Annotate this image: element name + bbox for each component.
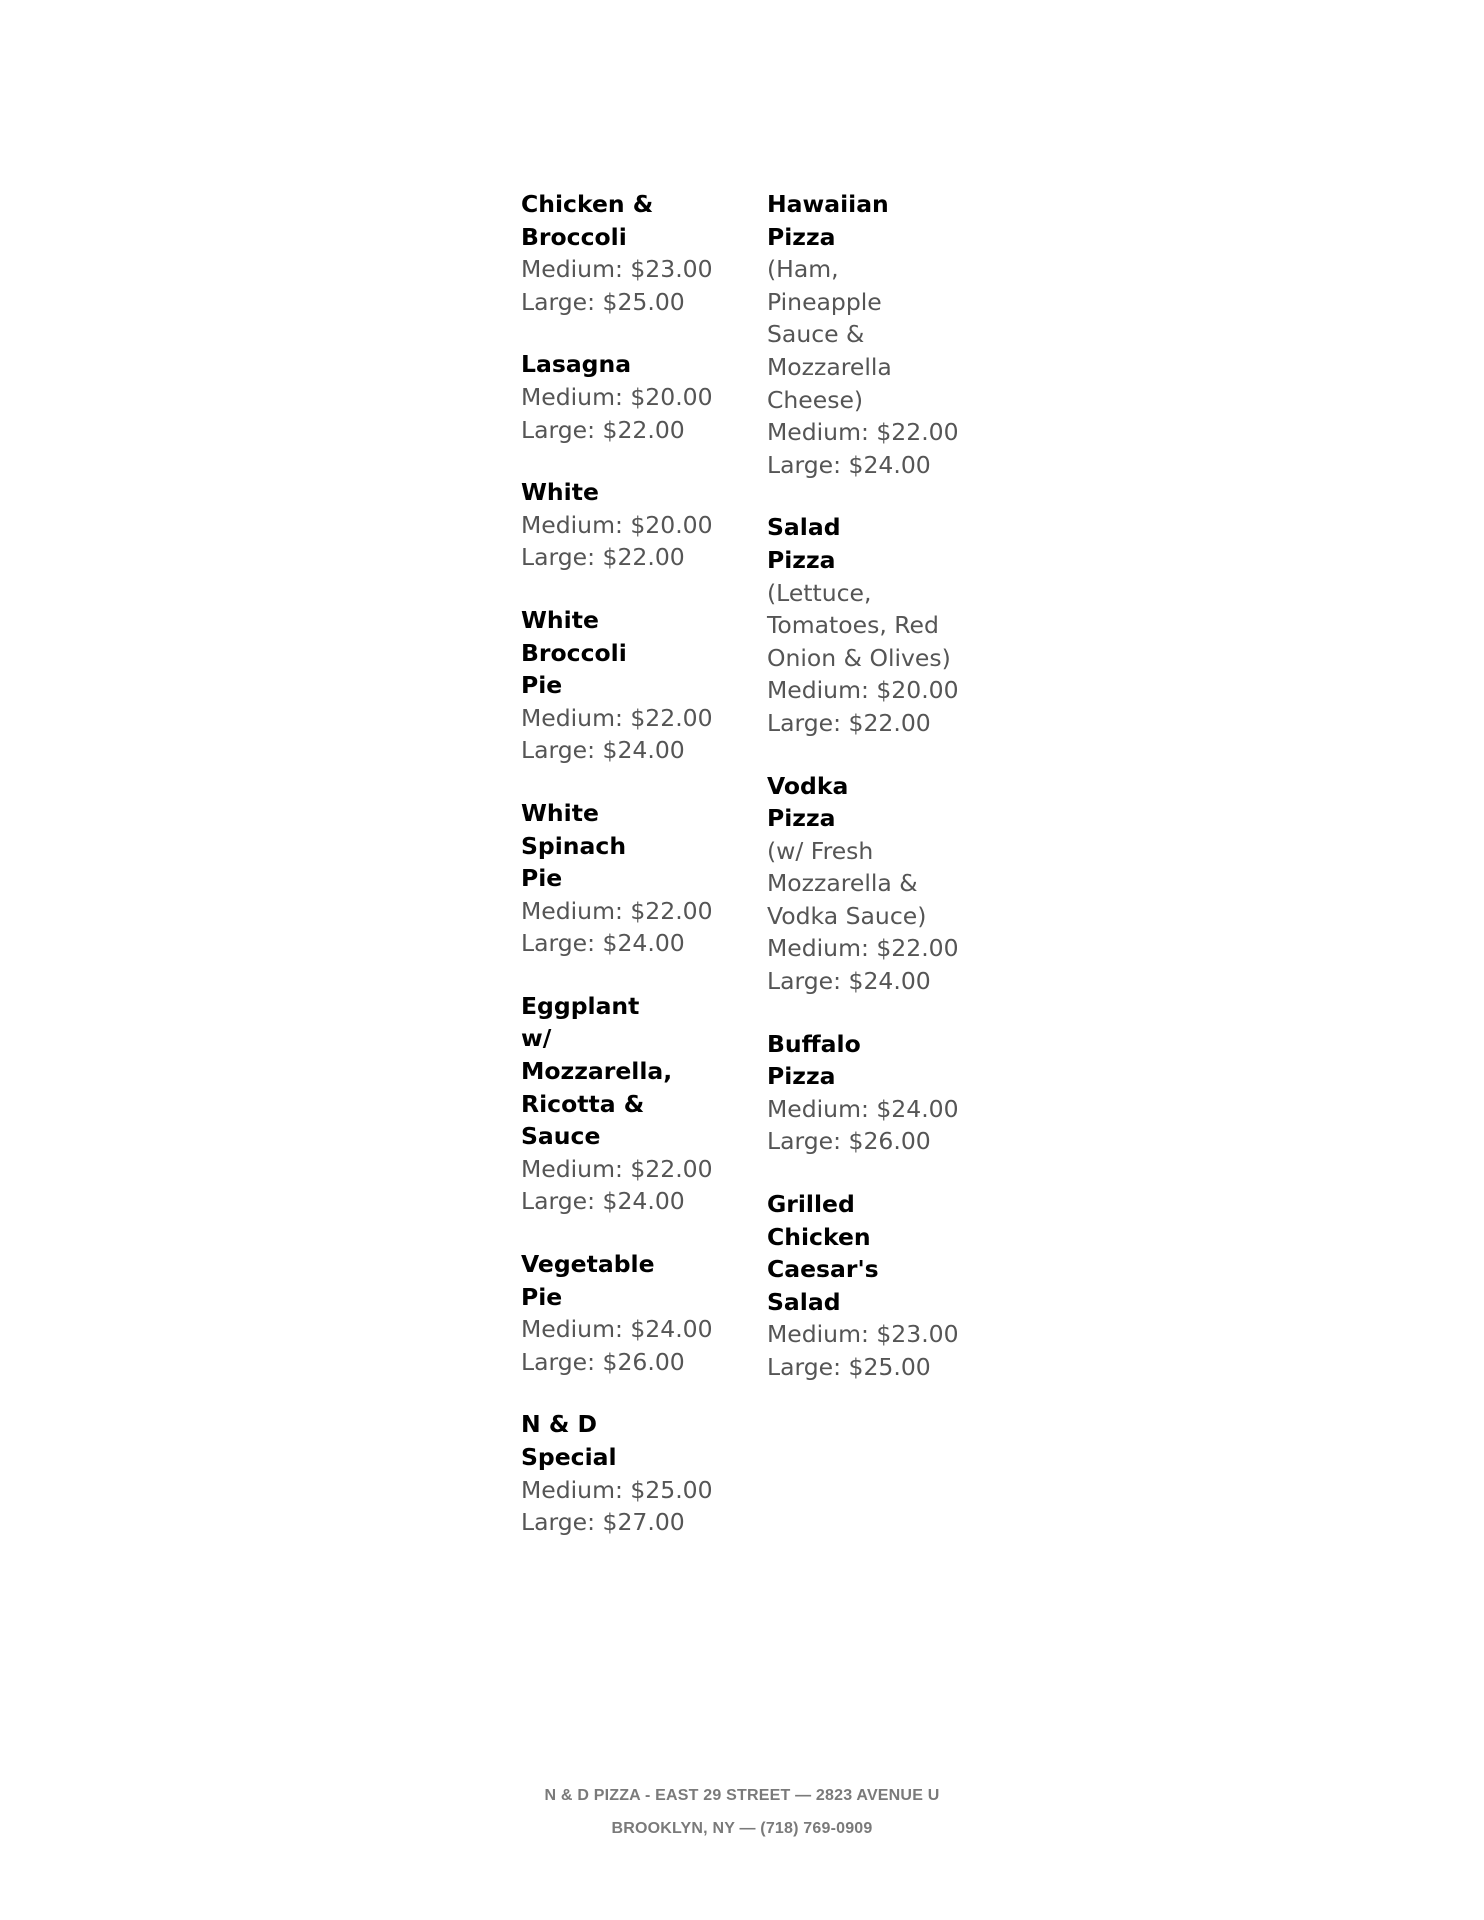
item-name: White Spinach Pie [521, 798, 627, 893]
item-name: Chicken & Broccoli [521, 190, 654, 251]
item-name: Salad Pizza [767, 513, 841, 574]
item-name: White Broccoli Pie [521, 605, 627, 700]
item-price-large: Large: $22.00 [521, 415, 685, 444]
item-price-large: Large: $24.00 [521, 929, 685, 958]
item-price-large: Large: $24.00 [521, 1187, 685, 1216]
item-description: (w/ Fresh Mozzarella & Vodka Sauce) [767, 836, 927, 930]
menu-item-buffalo-pizza [767, 1028, 987, 1158]
menu-item-white-spinach-pie [521, 797, 741, 960]
menu-column-left [521, 188, 741, 1569]
menu-item-vegetable-pie [521, 1248, 741, 1378]
item-price-medium: Medium: $22.00 [521, 703, 713, 732]
menu-item-vodka-pizza [767, 770, 987, 998]
menu-item-white-broccoli-pie [521, 604, 741, 767]
item-price-large: Large: $26.00 [521, 1347, 685, 1376]
item-name: Hawaiian Pizza [767, 190, 889, 251]
menu-item-grilled-chicken-caesar-salad [767, 1188, 987, 1384]
item-price-medium: Medium: $25.00 [521, 1475, 713, 1504]
menu-item-lasagna [521, 348, 741, 446]
item-name: White [521, 478, 599, 507]
footer-address: N & D PIZZA - EAST 29 STREET — 2823 AVENUE U [544, 1787, 940, 1804]
item-name: Buffalo Pizza [767, 1029, 861, 1091]
item-price-large: Large: $24.00 [521, 736, 685, 765]
item-description: (Lettuce, Tomatoes, Red Onion & Olives) [767, 578, 951, 672]
item-price-large: Large: $22.00 [521, 543, 685, 572]
menu-item-nd-special [521, 1408, 741, 1538]
item-price-medium: Medium: $20.00 [767, 676, 959, 705]
item-price-large: Large: $24.00 [767, 967, 931, 996]
item-price-large: Large: $22.00 [767, 708, 931, 737]
menu-column-right [767, 188, 987, 1414]
menu-item-chicken-broccoli [521, 188, 741, 318]
item-price-medium: Medium: $22.00 [767, 418, 959, 447]
item-price-medium: Medium: $23.00 [521, 255, 713, 284]
item-price-large: Large: $25.00 [521, 287, 685, 316]
item-price-large: Large: $24.00 [767, 450, 931, 479]
menu-item-white [521, 476, 741, 574]
item-price-medium: Medium: $22.00 [521, 896, 713, 925]
item-name: Lasagna [521, 350, 632, 379]
item-name: Vodka Pizza [767, 771, 849, 833]
footer-contact: BROOKLYN, NY — (718) 769-0909 [611, 1820, 873, 1837]
item-name: N & D Special [521, 1410, 617, 1471]
item-price-large: Large: $25.00 [767, 1353, 931, 1381]
item-name: Vegetable Pie [521, 1250, 655, 1311]
item-price-large: Large: $26.00 [767, 1127, 931, 1156]
item-price-medium: Medium: $22.00 [767, 934, 959, 963]
item-price-medium: Medium: $20.00 [521, 510, 713, 539]
item-price-medium: Medium: $22.00 [521, 1154, 713, 1183]
item-price-medium: Medium: $24.00 [521, 1315, 713, 1344]
item-description: (Ham, Pineapple Sauce & Mozzarella Cheese) [767, 255, 892, 414]
menu-item-eggplant [521, 990, 741, 1218]
item-price-large: Large: $27.00 [521, 1508, 685, 1537]
item-name: Grilled Chicken Caesar's Salad [767, 1190, 879, 1316]
menu-item-salad-pizza [767, 511, 987, 739]
item-name: Eggplant w/ Mozzarella, Ricotta & Sauce [521, 991, 673, 1151]
item-price-medium: Medium: $23.00 [767, 1320, 959, 1349]
item-price-medium: Medium: $24.00 [767, 1094, 959, 1123]
item-price-medium: Medium: $20.00 [521, 382, 713, 411]
menu-item-hawaiian-pizza [767, 188, 987, 481]
